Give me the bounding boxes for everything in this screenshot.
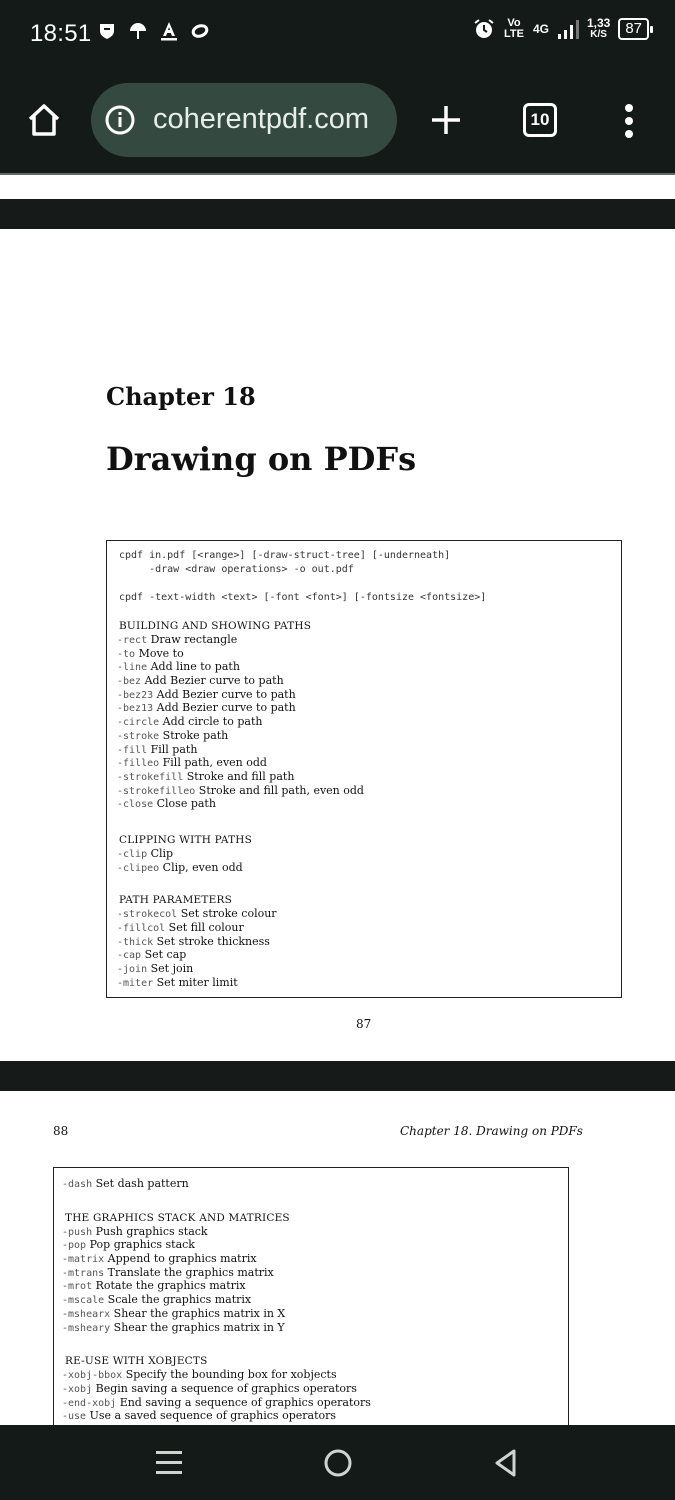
command: -xobj-bbox [62,1370,123,1382]
command: -stroke [117,730,160,742]
list-item [117,660,621,674]
usage-line: cpdf in.pdf [<range>] [-draw-struct-tree] [-underneath] [119,550,451,561]
section-heading: THE GRAPHICS STACK AND MATRICES [65,1211,290,1224]
section-heading: CLIPPING WITH PATHS [119,833,253,846]
command: -msheary [62,1322,111,1334]
description: Push graphics stack [95,1224,208,1238]
description: Draw rectangle [150,633,238,646]
description: Append to graphics matrix [107,1252,257,1266]
page-number: 88 [53,1124,69,1138]
description: Add Bezier curve to path [156,701,296,715]
usage-line: cpdf -text-width <text> [-font <font>] [-fontsize <fontsize>] [119,592,487,603]
description: Set miter limit [156,975,238,989]
command: -clipeo [117,862,160,874]
description: Move to [138,646,184,660]
section-heading: RE-USE WITH XOBJECTS [65,1355,208,1368]
list-item [62,1238,568,1252]
list-item [117,935,621,949]
system-nav-bar [0,1425,675,1500]
description: Add Bezier curve to path [144,674,284,688]
list-item [62,1409,568,1423]
command: -circle [117,717,160,729]
command: -dash [62,1179,93,1190]
description: Set fill colour [168,921,244,934]
description: Fill path, even odd [162,756,267,770]
description: Set stroke thickness [156,934,270,948]
list-item [117,907,621,921]
list-item [117,770,621,784]
shield-icon [98,22,116,40]
list-item [117,688,621,702]
command: -strokecol [117,909,178,921]
list-item [117,701,621,715]
section-heading: PATH PARAMETERS [119,894,232,907]
tab-switcher-icon[interactable] [523,103,557,137]
description: Pop graphics stack [89,1238,195,1252]
command: -strokefill [117,771,184,783]
back-icon[interactable] [493,1448,517,1478]
list-item [62,1396,568,1410]
page-separator [0,199,675,229]
home-circle-icon[interactable] [323,1448,353,1478]
speed-value: 1,33 [586,16,611,30]
command: -filleo [117,758,160,770]
toolbar-divider [0,173,675,175]
list-item [117,797,621,811]
description: Clip [150,846,174,860]
speed-unit: K/S [590,29,607,40]
description: End saving a sequence of graphics operators [119,1395,371,1409]
description: Specify the bounding box for xobjects [125,1368,337,1382]
command: -mrot [62,1281,93,1293]
page-separator [0,1061,675,1091]
command: -pop [62,1240,87,1252]
home-icon[interactable] [26,102,62,138]
url-text[interactable]: coherentpdf.com [153,103,370,135]
description: Clip, even odd [162,860,243,874]
list-item [62,1307,568,1321]
command: -bez13 [117,703,154,715]
command-summary-box [106,540,622,998]
ring-icon [190,23,210,39]
clock: 18:51 [30,20,92,47]
list-item [62,1279,568,1293]
address-bar[interactable] [91,83,397,157]
description: Shear the graphics matrix in Y [113,1320,285,1334]
description: Rotate the graphics matrix [95,1279,246,1293]
umbrella-icon [128,21,148,41]
description: Add line to path [150,660,240,674]
command: -push [62,1226,93,1238]
description: Translate the graphics matrix [107,1265,274,1279]
alarm-icon [473,18,495,40]
list-item [62,1368,568,1382]
command: -xobj [62,1383,93,1395]
command: -mshearx [62,1308,111,1320]
description: Set stroke colour [180,907,277,921]
command: -line [117,662,148,674]
description: Stroke and fill path, even odd [198,783,364,797]
description: Use a saved sequence of graphics operators [89,1409,337,1423]
site-info-icon[interactable] [104,104,136,136]
battery-icon [618,18,649,40]
section-heading: BUILDING AND SHOWING PATHS [119,620,312,632]
description: Scale the graphics matrix [107,1293,252,1307]
command: -matrix [62,1254,105,1266]
list-item [117,756,621,770]
chapter-title: Drawing on PDFs [106,440,417,478]
command: -bez [117,676,142,688]
recents-icon[interactable] [156,1449,182,1477]
command: -clip [117,848,148,860]
tab-count: 10 [530,110,550,129]
usage-line: -draw <draw operations> -o out.pdf [119,564,354,575]
description: Add Bezier curve to path [156,687,296,701]
command: -use [62,1411,87,1423]
description: Add circle to path [162,715,263,729]
description: Shear the graphics matrix in X [113,1306,286,1320]
signal-label: 4G [532,21,549,36]
list-item [62,1225,568,1239]
list-item [62,1293,568,1307]
command: -end-xobj [62,1397,117,1409]
command: -fillcol [117,923,166,934]
list-item [117,729,621,743]
list-item [62,1382,568,1396]
list-item [117,861,621,875]
text-a-icon [160,21,178,41]
description: Set dash pattern [95,1177,189,1190]
new-tab-icon[interactable] [430,104,462,136]
list-item [117,743,621,757]
list-item [117,647,621,661]
description: Begin saving a sequence of graphics operators [95,1381,357,1395]
more-menu-icon[interactable] [623,104,635,138]
description: Stroke and fill path [186,769,295,783]
list-item [62,1321,568,1335]
notification-icons [98,21,210,41]
list-item [62,1252,568,1266]
list-item [117,715,621,729]
browser-toolbar [0,68,675,174]
command: -strokefilleo [117,785,196,797]
list-item [62,1266,568,1280]
command: -thick [117,936,154,948]
command: -bez23 [117,689,154,701]
list-item [117,921,621,935]
command: -to [117,648,136,660]
list-item [117,847,621,861]
page-number: 87 [356,1017,372,1031]
description: Set cap [144,948,187,962]
system-indicators [473,18,649,40]
description: Set join [150,962,194,976]
status-bar [0,0,675,68]
network-label: Vo LTE [503,17,524,40]
list-item [117,962,621,976]
description: Stroke path [162,728,229,742]
list-item [117,976,621,990]
command: -cap [117,950,142,962]
description: Close path [156,797,216,811]
list-item [117,784,621,798]
command: -join [117,964,148,976]
command: -fill [117,744,148,756]
battery-level: 87 [625,20,642,37]
list-item [117,633,621,647]
command: -rect [117,635,148,646]
signal-bars-icon [557,18,579,40]
command: -mscale [62,1295,105,1307]
command-summary-box [53,1167,569,1437]
description: Fill path [150,742,198,756]
command: -miter [117,977,154,989]
command: -mtrans [62,1267,105,1279]
running-head: Chapter 18. Drawing on PDFs [400,1124,583,1138]
list-item [117,948,621,962]
command: -close [117,799,154,811]
list-item [117,674,621,688]
chapter-label: Chapter 18 [106,382,256,411]
list-item [62,1177,568,1191]
